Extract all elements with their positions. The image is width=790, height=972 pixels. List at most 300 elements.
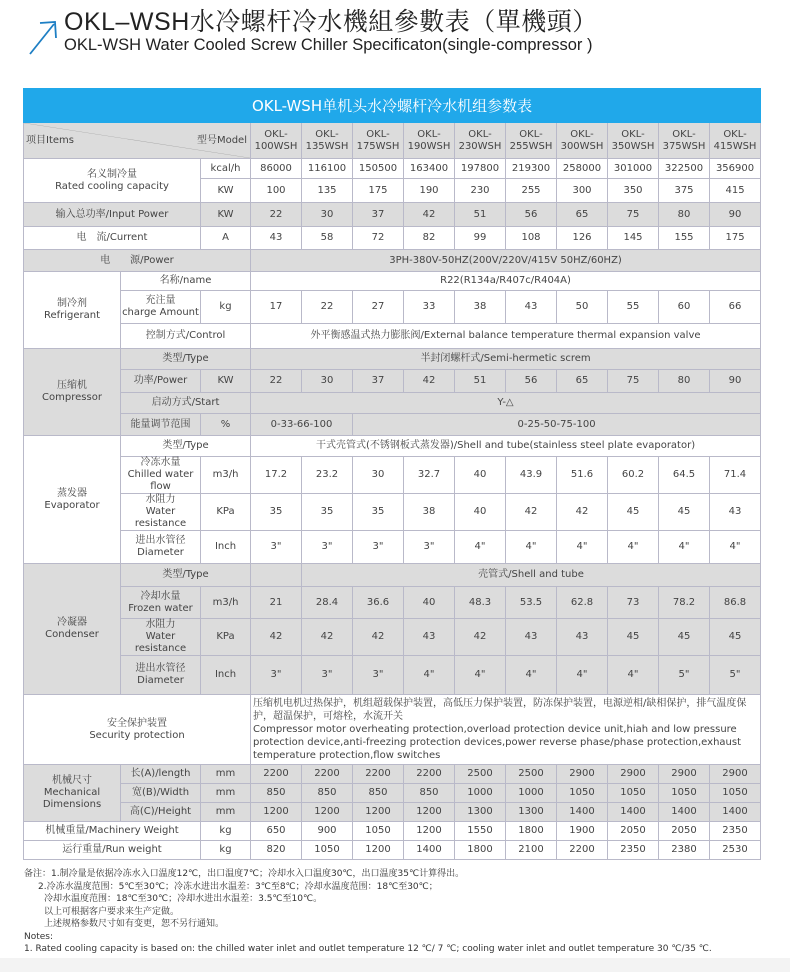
value-cell: 32.7 [404, 457, 455, 494]
value-cell: 80 [659, 370, 710, 393]
row-label-line: 冷却水量 [140, 590, 181, 602]
row-label: 类型/Type [121, 349, 251, 370]
table-row [24, 159, 761, 179]
row-label-line: 名义制冷量 [87, 168, 137, 180]
value-cell: 65 [557, 370, 608, 393]
row-label-line: Rated cooling capacity [55, 180, 169, 192]
value-cell: 1800 [506, 822, 557, 841]
value-cell: 66 [710, 291, 761, 324]
row-label: 启动方式/Start [121, 393, 251, 414]
unit: mm [201, 803, 251, 822]
row-label [121, 587, 201, 619]
value-cell: 1000 [506, 784, 557, 803]
value-cell: 43 [557, 619, 608, 656]
value-cell: 42 [251, 619, 302, 656]
model-header-line: OKL- [672, 128, 696, 140]
value-cell: 37 [353, 203, 404, 227]
value-cell: 116100 [302, 159, 353, 179]
value-cell: 5" [710, 656, 761, 695]
value-cell: 1200 [251, 803, 302, 822]
row-label-line: charge Amount [122, 307, 199, 318]
model-header [506, 123, 557, 159]
value-cell: 38 [455, 291, 506, 324]
value-cell: 1050 [557, 784, 608, 803]
value: 0-25-50-75-100 [353, 414, 761, 436]
value-cell: 2200 [302, 765, 353, 784]
value-cell: 22 [251, 203, 302, 227]
footer-bar [0, 958, 790, 972]
value-cell: 42 [404, 203, 455, 227]
note-line: 冷却水温度范围：18℃至30℃；冷却水进出水温差：3.5℃至10℃。 [44, 894, 323, 904]
row-label-line: Water resistance [134, 506, 187, 529]
value-cell: 850 [251, 784, 302, 803]
table-row [24, 803, 761, 822]
value-cell: 1200 [404, 803, 455, 822]
value-cell: 35 [353, 494, 404, 531]
value-cell: 21 [251, 587, 302, 619]
value-cell: 23.2 [302, 457, 353, 494]
value-cell: 72 [353, 227, 404, 250]
row-label-line: Frozen water [128, 602, 193, 614]
value-cell: 4" [404, 656, 455, 695]
items-label: 项目Items [26, 135, 74, 146]
note-line: 备注：1.制冷量是依据冷冻水入口温度12℃，出口温度7℃；冷却水入口温度30℃，出口温度35℃计算得出。 [24, 869, 465, 879]
row-label [121, 531, 201, 564]
value: 0-33-66-100 [251, 414, 353, 436]
value-cell: 322500 [659, 159, 710, 179]
value-cell: 37 [353, 370, 404, 393]
table-row [24, 457, 761, 494]
row-label-line: 水阻力 [145, 494, 176, 505]
value-cell: 71.4 [710, 457, 761, 494]
value-cell: 1400 [710, 803, 761, 822]
row-label-line: 水阻力 [145, 619, 176, 630]
value-cell: 40 [404, 587, 455, 619]
value-cell: 375 [659, 179, 710, 203]
model-header-line: 230WSH [458, 140, 502, 152]
value-cell: 3" [251, 531, 302, 564]
table-row [24, 695, 761, 765]
value-cell: 3" [353, 656, 404, 695]
value-cell: 30 [302, 370, 353, 393]
value-cell: 850 [353, 784, 404, 803]
row-label-line: 进出水管径 [135, 663, 186, 674]
value-cell: 22 [251, 370, 302, 393]
table-row [24, 272, 761, 291]
group-label-line: 冷凝器 [57, 617, 87, 628]
value-cell: 42 [404, 370, 455, 393]
row-label: 长(A)/length [121, 765, 201, 784]
model-header-line: OKL- [468, 128, 492, 140]
value-cell: 1050 [302, 841, 353, 860]
table-row [24, 564, 761, 587]
value-cell: 2350 [710, 822, 761, 841]
table-row [24, 494, 761, 531]
note-line: 上述规格参数尺寸如有变更，恕不另行通知。 [44, 919, 225, 929]
table-row [24, 291, 761, 324]
model-header-line: OKL- [315, 128, 339, 140]
unit: m3/h [201, 457, 251, 494]
value-cell: 135 [302, 179, 353, 203]
value-cell: 300 [557, 179, 608, 203]
model-header [455, 123, 506, 159]
value-cell: 415 [710, 179, 761, 203]
value-cell: 1550 [455, 822, 506, 841]
value-cell: 1400 [608, 803, 659, 822]
security-text-line: Compressor motor overheating protection,overload protection device unit,hiah and low pressure protection device,anti-freezing protection devices,power reverse phase/phase protection,exhaust temperature protection,flow switches [253, 724, 742, 761]
table-row [24, 436, 761, 457]
table-title: OKL-WSH单机头水冷螺杆冷水机组参数表 [24, 89, 761, 123]
row-label: 运行重量/Run weight [24, 841, 201, 860]
value-cell: 73 [608, 587, 659, 619]
value: 干式壳管式(不锈钢板式蒸发器)/Shell and tube(stainless steel plate evaporator) [251, 436, 761, 457]
value-cell: 230 [455, 179, 506, 203]
value-cell: 1050 [353, 822, 404, 841]
value-cell: 2900 [557, 765, 608, 784]
value-cell: 40 [455, 457, 506, 494]
value-cell: 33 [404, 291, 455, 324]
unit: A [201, 227, 251, 250]
value-cell: 1400 [404, 841, 455, 860]
value-cell: 2200 [251, 765, 302, 784]
value-cell: 35 [302, 494, 353, 531]
table-row [24, 619, 761, 656]
value-cell: 48.3 [455, 587, 506, 619]
group-label-line: 压缩机 [57, 380, 87, 391]
notes [24, 868, 712, 956]
model-header [404, 123, 455, 159]
value-cell: 2200 [557, 841, 608, 860]
value-cell: 4" [455, 656, 506, 695]
value-cell: 65 [557, 203, 608, 227]
value-cell: 1400 [659, 803, 710, 822]
value-cell: 90 [710, 203, 761, 227]
value-cell: 90 [710, 370, 761, 393]
note-line: 以上可根据客户要求来生产定做。 [44, 906, 180, 917]
value-cell: 356900 [710, 159, 761, 179]
note-line: 1. Rated cooling capacity is based on: the chilled water inlet and outlet temperature 12 ℃/ 7 ℃; cooling water inlet and outlet temperature 30 ℃/35 ℃. [24, 944, 712, 954]
value-cell: 2900 [659, 765, 710, 784]
value-cell: 43 [506, 619, 557, 656]
table-row [24, 203, 761, 227]
table-row [24, 393, 761, 414]
value-cell: 3" [251, 656, 302, 695]
model-header-line: 255WSH [509, 140, 553, 152]
table-row [24, 414, 761, 436]
value-cell: 1300 [506, 803, 557, 822]
unit: KW [201, 370, 251, 393]
table-row [24, 656, 761, 695]
value: R22(R134a/R407c/R404A) [251, 272, 761, 291]
model-header-line: 175WSH [356, 140, 400, 152]
row-label [121, 457, 201, 494]
table-row [24, 250, 761, 272]
value-cell: 301000 [608, 159, 659, 179]
group-label-line: Refrigerant [43, 310, 101, 321]
value: 外平衡感温式热力膨胀阀/External balance temperature thermal expansion valve [251, 324, 761, 349]
group-label [24, 272, 121, 349]
value-cell: 100 [251, 179, 302, 203]
row-label: 类型/Type [121, 564, 251, 587]
value-cell: 35 [251, 494, 302, 531]
page-subtitle: OKL-WSH Water Cooled Screw Chiller Specificaton(single-compressor ) [64, 36, 593, 54]
value-cell: 42 [557, 494, 608, 531]
model-header-line: OKL- [570, 128, 594, 140]
value-cell: 1800 [455, 841, 506, 860]
value-cell: 42 [302, 619, 353, 656]
value-cell: 45 [659, 619, 710, 656]
value-cell: 30 [353, 457, 404, 494]
model-header [608, 123, 659, 159]
value-cell: 45 [608, 619, 659, 656]
value-cell: 900 [302, 822, 353, 841]
value-cell: 4" [506, 531, 557, 564]
blank-cell [251, 564, 302, 587]
unit: % [201, 414, 251, 436]
value-cell: 145 [608, 227, 659, 250]
value-cell: 53.5 [506, 587, 557, 619]
row-label [121, 291, 201, 324]
value-cell: 108 [506, 227, 557, 250]
unit: m3/h [201, 587, 251, 619]
row-label [121, 656, 201, 695]
value-cell: 4" [557, 531, 608, 564]
spec-table [23, 88, 761, 860]
value-cell: 2050 [659, 822, 710, 841]
value-cell: 4" [659, 531, 710, 564]
value-cell: 80 [659, 203, 710, 227]
value-cell: 43 [506, 291, 557, 324]
unit: mm [201, 784, 251, 803]
row-label [121, 619, 201, 656]
unit: KW [201, 179, 251, 203]
value-cell: 78.2 [659, 587, 710, 619]
unit: KPa [201, 619, 251, 656]
value-cell: 60 [659, 291, 710, 324]
value-cell: 3" [404, 531, 455, 564]
value-cell: 155 [659, 227, 710, 250]
value-cell: 1050 [608, 784, 659, 803]
row-label-line: Chilled water flow [127, 469, 194, 492]
value-cell: 1000 [455, 784, 506, 803]
table-row [24, 324, 761, 349]
unit: KW [201, 203, 251, 227]
value-cell: 56 [506, 370, 557, 393]
value-cell: 2100 [506, 841, 557, 860]
row-label: 输入总功率/Input Power [24, 203, 201, 227]
value-cell: 150500 [353, 159, 404, 179]
value-cell: 2350 [608, 841, 659, 860]
model-header-line: 375WSH [662, 140, 706, 152]
value-cell: 4" [455, 531, 506, 564]
value-cell: 197800 [455, 159, 506, 179]
row-label-line: Diameter [137, 547, 184, 558]
value-cell: 850 [302, 784, 353, 803]
model-header [302, 123, 353, 159]
value-cell: 175 [710, 227, 761, 250]
value-cell: 56 [506, 203, 557, 227]
value-cell: 30 [302, 203, 353, 227]
value-cell: 4" [710, 531, 761, 564]
value-cell: 43.9 [506, 457, 557, 494]
group-label [24, 765, 121, 822]
row-label [24, 159, 201, 203]
unit: KPa [201, 494, 251, 531]
table-row [24, 370, 761, 393]
group-label [24, 349, 121, 436]
model-header-line: OKL- [723, 128, 747, 140]
group-label-line: Compressor [42, 392, 102, 403]
value-cell: 820 [251, 841, 302, 860]
value-cell: 2200 [353, 765, 404, 784]
value-cell: 850 [404, 784, 455, 803]
group-label-line: Evaporator [44, 499, 100, 511]
row-label-line: 充注量 [145, 295, 176, 306]
row-label [24, 695, 251, 765]
row-label: 名称/name [121, 272, 251, 291]
value-cell: 4" [608, 656, 659, 695]
unit: Inch [201, 656, 251, 695]
value-cell: 2530 [710, 841, 761, 860]
value-cell: 350 [608, 179, 659, 203]
value-cell: 163400 [404, 159, 455, 179]
value-cell: 258000 [557, 159, 608, 179]
table-row [24, 841, 761, 860]
table-row [24, 784, 761, 803]
value: 壳管式/Shell and tube [302, 564, 761, 587]
note-line: Notes: [24, 931, 54, 942]
model-header-line: OKL- [417, 128, 441, 140]
group-label-line: Dimensions [42, 799, 102, 810]
value-cell: 255 [506, 179, 557, 203]
value-cell: 219300 [506, 159, 557, 179]
value-cell: 17.2 [251, 457, 302, 494]
value-cell: 1200 [353, 803, 404, 822]
model-header [353, 123, 404, 159]
model-header [710, 123, 761, 159]
value-cell: 3" [302, 531, 353, 564]
row-label [121, 494, 201, 531]
table-row [24, 123, 761, 159]
value-cell: 650 [251, 822, 302, 841]
row-label-line: Water resistance [134, 631, 187, 654]
value-cell: 1300 [455, 803, 506, 822]
value-cell: 1400 [557, 803, 608, 822]
row-label: 能量调节范围 [121, 414, 201, 436]
security-text-line: 压缩机电机过热保护，机组超载保护装置，高低压力保护装置，防冻保护装置，电源逆相/缺相保护，排气温度保护，超温保护，可熔栓，水流开关 [253, 698, 747, 722]
row-label: 机械重量/Machinery Weight [24, 822, 201, 841]
model-header-line: 190WSH [407, 140, 451, 152]
row-label: 电 流/Current [24, 227, 201, 250]
row-label: 功率/Power [121, 370, 201, 393]
group-label-line: 制冷剂 [57, 298, 87, 309]
note-line: 2.冷冻水温度范围：5℃至30℃；冷冻水进出水温差：3℃至8℃；冷却水温度范围：18℃至30℃； [38, 881, 438, 892]
value-cell: 38 [404, 494, 455, 531]
value-cell: 4" [506, 656, 557, 695]
group-label-line: 机械尺寸 [52, 775, 92, 786]
value-cell: 1200 [404, 822, 455, 841]
value-cell: 28.4 [302, 587, 353, 619]
model-header [251, 123, 302, 159]
group-label-line: Condenser [45, 629, 99, 640]
value-cell: 51 [455, 370, 506, 393]
model-label: 型号Model [196, 135, 247, 146]
row-label: 控制方式/Control [121, 324, 251, 349]
model-header [557, 123, 608, 159]
row-label-line: 安全保护装置 [107, 717, 167, 729]
row-label-line: 冷冻水量 [140, 457, 181, 468]
page-title: OKL–WSH水冷螺杆冷水機組參數表（單機頭） [64, 8, 598, 36]
value-cell: 1050 [659, 784, 710, 803]
row-label: 高(C)/Height [121, 803, 201, 822]
table-row [24, 89, 761, 123]
model-header-line: OKL- [366, 128, 390, 140]
value-cell: 5" [659, 656, 710, 695]
value-cell: 2500 [455, 765, 506, 784]
model-header-line: OKL- [621, 128, 645, 140]
value-cell: 42 [353, 619, 404, 656]
model-header-line: 100WSH [254, 140, 298, 152]
value-cell: 1050 [710, 784, 761, 803]
value-cell: 4" [557, 656, 608, 695]
model-header-line: 350WSH [611, 140, 655, 152]
value-cell: 2900 [710, 765, 761, 784]
value-cell: 17 [251, 291, 302, 324]
table-row [24, 822, 761, 841]
model-header-line: OKL- [519, 128, 543, 140]
value-cell: 86000 [251, 159, 302, 179]
unit: kg [201, 822, 251, 841]
row-label-line: Diameter [137, 675, 184, 686]
table-row [24, 587, 761, 619]
row-label: 宽(B)/Width [121, 784, 201, 803]
value-cell: 2200 [404, 765, 455, 784]
value-cell: 2380 [659, 841, 710, 860]
group-label [24, 436, 121, 564]
value-cell: 36.6 [353, 587, 404, 619]
unit: Inch [201, 531, 251, 564]
value-cell: 1900 [557, 822, 608, 841]
row-label: 电 源/Power [24, 250, 251, 272]
group-label-line: 蒸发器 [57, 487, 87, 499]
group-label-line: Mechanical [43, 787, 101, 798]
value-cell: 99 [455, 227, 506, 250]
value-cell: 43 [251, 227, 302, 250]
value-cell: 60.2 [608, 457, 659, 494]
value: 半封闭螺杆式/Semi-hermetic screm [251, 349, 761, 370]
row-label-line: Security protection [89, 729, 185, 741]
value-cell: 43 [404, 619, 455, 656]
value-cell: 50 [557, 291, 608, 324]
value-cell: 58 [302, 227, 353, 250]
value-cell: 27 [353, 291, 404, 324]
model-header-line: 300WSH [560, 140, 604, 152]
row-label-line: 进出水管径 [135, 535, 186, 546]
value-cell: 126 [557, 227, 608, 250]
value-cell: 190 [404, 179, 455, 203]
value-cell: 64.5 [659, 457, 710, 494]
value-cell: 51 [455, 203, 506, 227]
value-cell: 3" [302, 656, 353, 695]
table-row [24, 227, 761, 250]
value-cell: 3" [353, 531, 404, 564]
value-cell: 2900 [608, 765, 659, 784]
items-model-header [24, 123, 251, 159]
security-text [251, 695, 761, 765]
value-cell: 45 [710, 619, 761, 656]
row-label: 类型/Type [121, 436, 251, 457]
value-cell: 45 [608, 494, 659, 531]
